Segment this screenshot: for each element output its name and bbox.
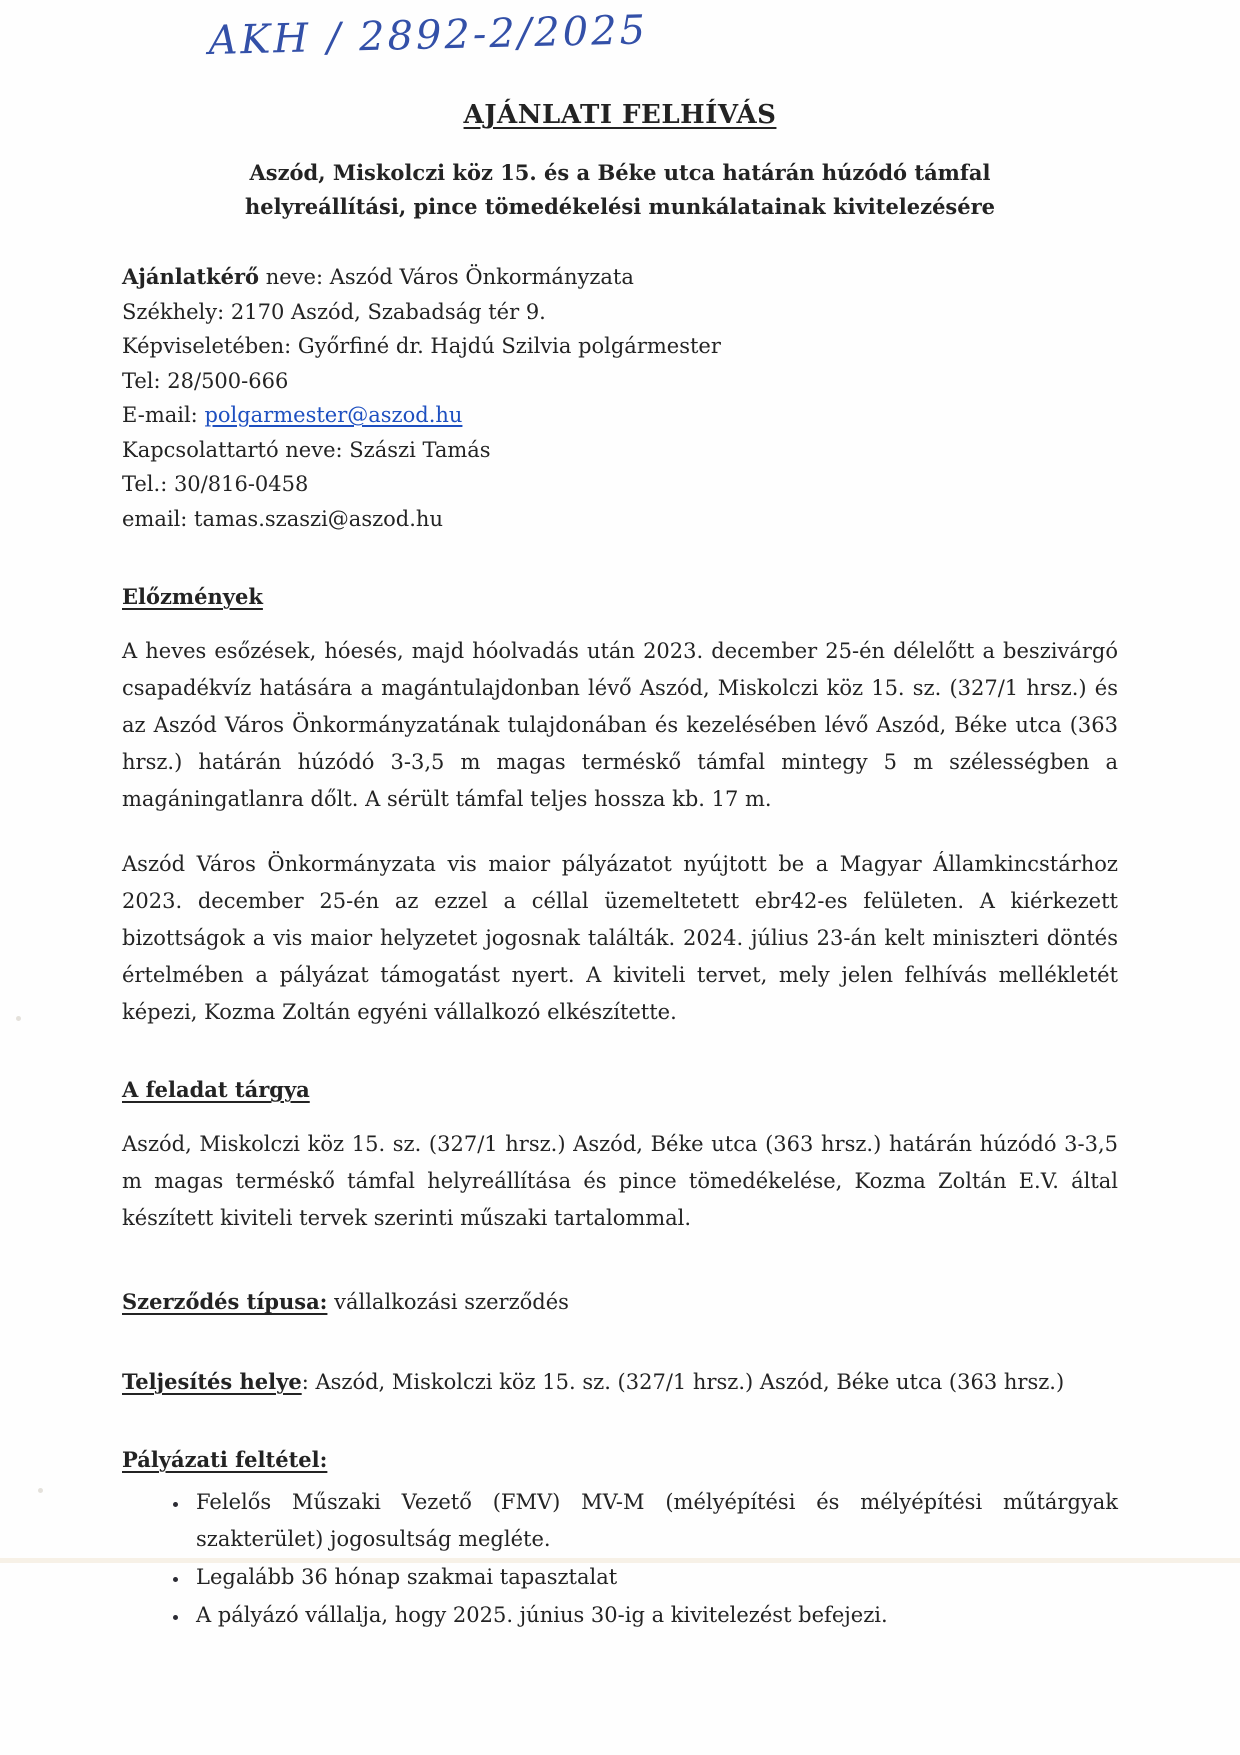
performance-place-label-text: Teljesítés helye bbox=[122, 1369, 302, 1394]
heading-feladat bbox=[122, 1077, 1118, 1102]
heading-elozmenyek-text: Előzmények bbox=[122, 584, 263, 609]
contact-line-contact-person bbox=[122, 433, 1118, 468]
paragraph-task: Aszód, Miskolczi köz 15. sz. (327/1 hrsz.) Aszód, Béke utca (363 hrsz.) határán húzódó 3-3,5 m magas terméskő támfal helyreállítása és pince tömedékelése, Kozma Zoltán E.V. által készített kiviteli tervek szerinti műszaki tartalommal. bbox=[122, 1132, 1118, 1230]
condition-deadline: A pályázó vállalja, hogy 2025. június 30-ig a kivitelezést befejezi. bbox=[196, 1603, 888, 1627]
contract-type-value: vállalkozási szerződés bbox=[327, 1290, 569, 1314]
heading-elozmenyek bbox=[122, 584, 1118, 609]
condition-fmv: Felelős Műszaki Vezető (FMV) MV-M (mélyépítési és mélyépítési műtárgyak szakterület) jogosultság megléte. bbox=[196, 1490, 1118, 1551]
handwritten-reference: AKH / 2892-2/2025 bbox=[208, 7, 649, 64]
contract-type-line bbox=[122, 1283, 1118, 1321]
contact-line-email bbox=[122, 398, 1118, 433]
contract-type-label bbox=[122, 1289, 327, 1314]
mobile-text: Tel.: 30/816-0458 bbox=[122, 472, 309, 496]
contact-line-address bbox=[122, 295, 1118, 330]
requester-value: neve: Aszód Város Önkormányzata bbox=[259, 265, 634, 289]
scan-artifact-line bbox=[0, 1558, 1240, 1563]
contact-person-text: Kapcsolattartó neve: Szászi Tamás bbox=[122, 437, 491, 462]
contact-line-requester bbox=[122, 260, 1118, 295]
condition-experience: Legalább 36 hónap szakmai tapasztalat bbox=[196, 1565, 618, 1589]
scan-speck bbox=[38, 1488, 43, 1493]
heading-feladat-text: A feladat tárgya bbox=[122, 1077, 310, 1102]
document-subtitle: Aszód, Miskolczi köz 15. és a Béke utca határán húzódó támfal helyreállítási, pince tömedékelési munkálatainak kivitelezésére bbox=[244, 160, 996, 219]
heading-palyazat-text: Pályázati feltétel: bbox=[122, 1447, 328, 1472]
contract-type-label-text: Szerződés típusa: bbox=[122, 1289, 328, 1314]
page-title-text: AJÁNLATI FELHÍVÁS bbox=[463, 100, 777, 130]
list-item bbox=[190, 1559, 1118, 1596]
email-label: E-mail: bbox=[122, 403, 205, 427]
page-title bbox=[122, 100, 1118, 130]
performance-place-value: : Aszód, Miskolczi köz 15. sz. (327/1 hrsz.) Aszód, Béke utca (363 hrsz.) bbox=[301, 1370, 1065, 1394]
contact-block bbox=[122, 260, 1118, 536]
performance-place-label bbox=[122, 1369, 302, 1394]
address-text: Székhely: 2170 Aszód, Szabadság tér 9. bbox=[122, 299, 546, 324]
requester-label: Ajánlatkérő bbox=[122, 264, 260, 289]
heading-palyazat bbox=[122, 1447, 1118, 1472]
list-item bbox=[190, 1484, 1118, 1558]
contact-email-text: email: tamas.szaszi@aszod.hu bbox=[122, 506, 443, 531]
performance-place-line bbox=[122, 1363, 1118, 1401]
scan-speck bbox=[16, 1016, 21, 1021]
paragraph-vis-maior: Aszód Város Önkormányzata vis maior pályázatot nyújtott be a Magyar Államkincstárhoz 2023. december 25-én az ezzel a céllal üzemeltetett ebr42-es felületen. A kiérkezett bizottságok a vis maior helyzetet jogosnak találták. 2024. július 23-án kelt miniszteri döntés értelmében a pályázat támogatást nyert. A kiviteli tervet, mely jelen felhívás mellékletét képezi, Kozma Zoltán egyéni vállalkozó elkészítette. bbox=[122, 852, 1118, 1024]
contact-line-representative bbox=[122, 329, 1118, 364]
email-link[interactable]: polgarmester@aszod.hu bbox=[204, 403, 463, 427]
paragraph-incident: A heves esőzések, hóesés, majd hóolvadás után 2023. december 25-én délelőtt a beszivárgó csapadékvíz hatására a magántulajdonban lévő Aszód, Miskolczi köz 15. sz. (327/1 hrsz.) és az Aszód Város Önkormányzatának tulajdonában és kezelésében lévő Aszód, Béke utca (363 hrsz.) határán húzódó 3-3,5 m magas terméskő támfal mintegy 5 m szélességben a magáningatlanra dőlt. A sérült támfal teljes hossza kb. 17 m. bbox=[122, 639, 1118, 811]
contact-line-mobile bbox=[122, 467, 1118, 502]
contact-line-phone bbox=[122, 364, 1118, 399]
phone-text: Tel: 28/500-666 bbox=[122, 368, 289, 393]
list-item bbox=[190, 1597, 1118, 1634]
contact-line-contact-email bbox=[122, 502, 1118, 537]
representative-text: Képviseletében: Győrfiné dr. Hajdú Szilvia polgármester bbox=[122, 334, 721, 358]
